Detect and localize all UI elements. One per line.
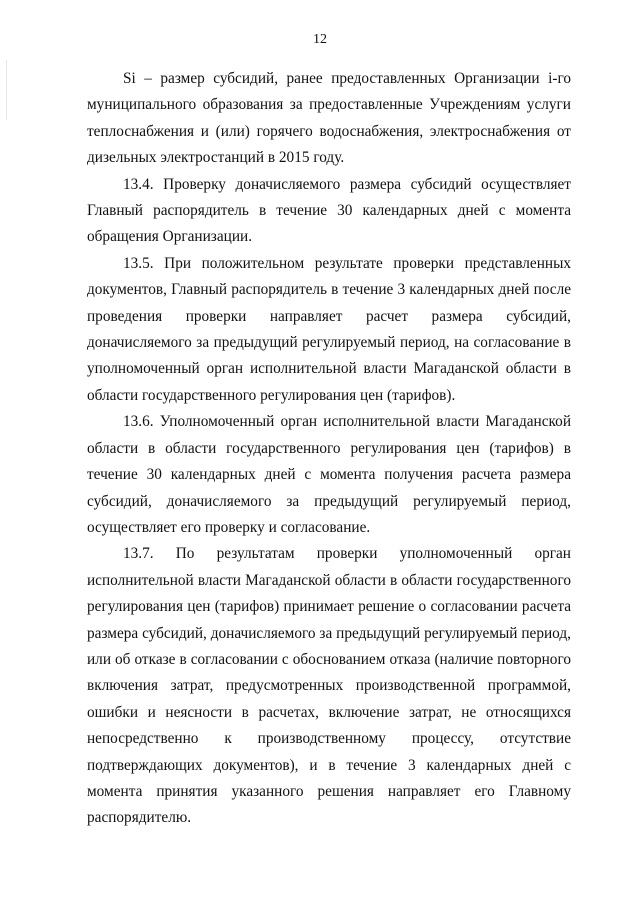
paragraph-13-4: 13.4. Проверку доначисляемого размера субсидий осуществляет Главный распорядитель в течение 30 календарных дней с момента обращения Организации. bbox=[87, 175, 571, 246]
document-body bbox=[87, 66, 571, 832]
scan-edge-mark bbox=[6, 60, 7, 120]
paragraph-13-7: 13.7. По результатам проверки уполномоченный орган исполнительной власти Магаданской области в области государственного регулирования цен (тарифов) принимает решение о согласовании расчета размера субсидий, доначисляемого за предыдущий регулируемый период, или об отказе в согласовании с обоснованием отказа (наличие повторного включения затрат, предусмотренных производственной программой, ошибки и неясности в расчетах, включение затрат, не относящихся непосредственно к производственному процессу, отсутствие подтверждающих документов), и в течение 3 календарных дней с момента принятия указанного решения направляет его Главному распорядителю. bbox=[87, 545, 571, 827]
paragraph-13-6: 13.6. Уполномоченный орган исполнительной власти Магаданской области в области государственного регулирования цен (тарифов) в течение 30 календарных дней с момента получения расчета размера субсидий, доначисляемого за предыдущий регулируемый период, осуществляет его проверку и согласование. bbox=[87, 413, 571, 536]
paragraph-13-5: 13.5. При положительном результате проверки представленных документов, Главный распорядитель в течение 3 календарных дней после проведения проверки направляет расчет размера субсидий, доначисляемого за предыдущий регулируемый период, на согласование в уполномоченный орган исполнительной власти Магаданской области в области государственного регулирования цен (тарифов). bbox=[87, 254, 571, 404]
paragraph-si-definition: Si – размер субсидий, ранее предоставленных Организации i-го муниципального образования за предоставленные Учреждениям услуги теплоснабжения и (или) горячего водоснабжения, электроснабжения от дизельных электростанций в 2015 году. bbox=[87, 70, 571, 167]
page-number: 12 bbox=[313, 32, 327, 47]
